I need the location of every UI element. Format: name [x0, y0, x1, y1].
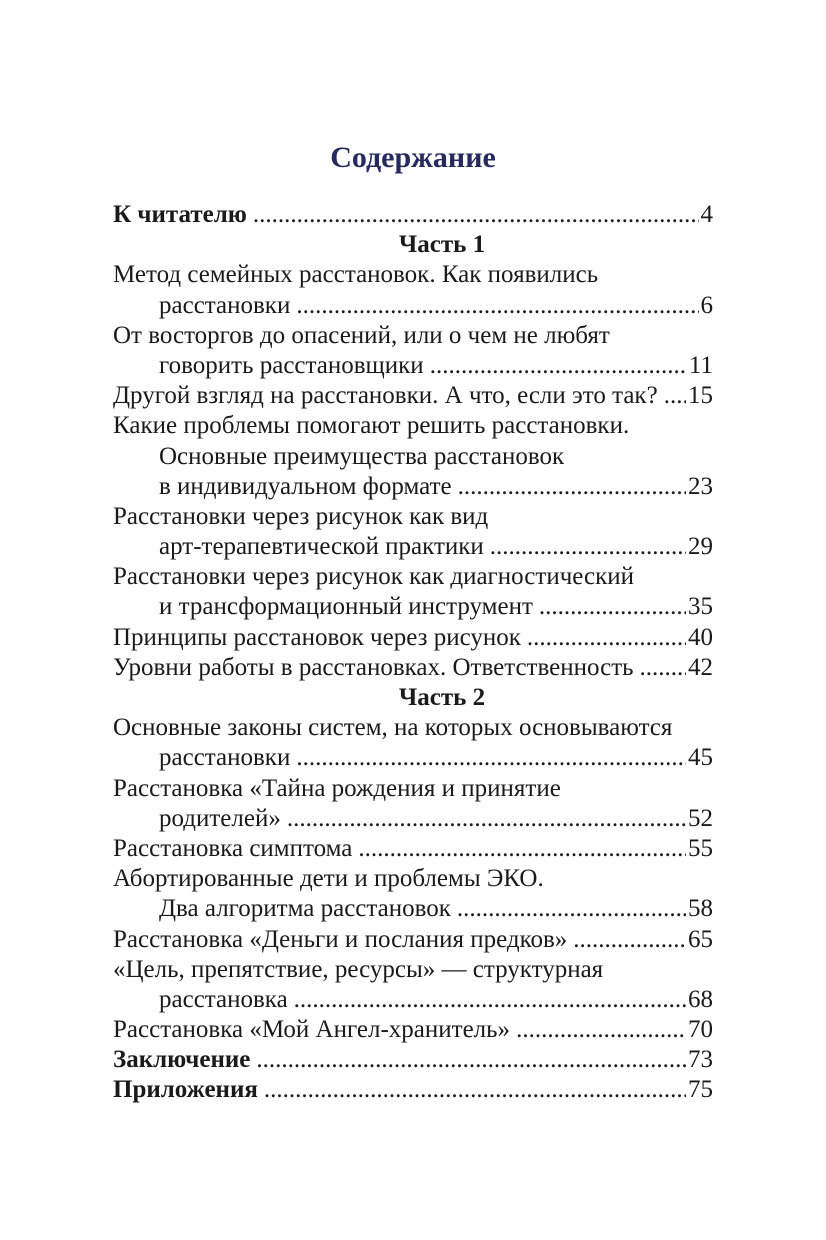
toc-entry[interactable] — [113, 653, 713, 683]
toc-entry-title: родителей» — [159, 804, 281, 832]
dot-leader — [294, 985, 686, 1015]
toc-page-number: 40 — [688, 623, 713, 651]
toc-page-number: 29 — [688, 533, 713, 561]
toc-page-number: 15 — [688, 382, 713, 410]
toc-entry-title: расстановки — [159, 291, 291, 319]
toc-entry-title: Расстановка «Тайна рождения и принятие — [113, 774, 561, 802]
toc-entry-title: Расстановка «Деньги и послания предков» — [113, 925, 568, 953]
dot-leader — [264, 1075, 686, 1105]
toc-page-number: 65 — [688, 925, 713, 953]
toc-entry-title: Расстановка симптома — [113, 834, 353, 862]
dot-leader — [256, 1045, 686, 1075]
toc-entry-title: Расстановки через рисунок как диагностический — [113, 563, 634, 591]
toc-entry-title: арт-терапевтической практики — [159, 533, 484, 561]
dot-leader — [539, 592, 686, 622]
toc-entry-title: Расстановка «Мой Ангел-хранитель» — [113, 1016, 511, 1044]
toc-entry[interactable] — [113, 925, 713, 955]
toc-page-number: 70 — [688, 1016, 713, 1044]
toc-page-number: 42 — [688, 653, 713, 681]
toc-entry-title: Заключение — [113, 1046, 251, 1074]
dot-leader — [573, 925, 686, 955]
toc-page-number: 73 — [688, 1046, 713, 1074]
toc-entry-title: Два алгоритма расстановок — [159, 895, 451, 923]
toc-entry-title: Основные преимущества расстановок — [159, 442, 565, 470]
toc-entry[interactable] — [113, 955, 713, 1015]
table-of-contents — [113, 200, 713, 1106]
toc-entry[interactable] — [113, 562, 713, 622]
toc-entry-title: Основные законы систем, на которых основываются — [113, 714, 673, 742]
dot-leader — [457, 894, 686, 924]
toc-entry-title: Расстановки через рисунок как вид — [113, 502, 489, 530]
toc-entry[interactable] — [113, 321, 713, 381]
part-heading: Часть 2 — [398, 684, 486, 711]
toc-entry-title: в индивидуальном формате — [159, 472, 452, 500]
toc-entry[interactable] — [113, 864, 713, 924]
dot-leader — [458, 472, 686, 502]
dot-leader — [296, 291, 698, 321]
toc-entry[interactable] — [113, 623, 713, 653]
toc-entry[interactable] — [113, 1075, 713, 1105]
toc-entry-title: Другой взгляд на расстановки. А что, если это так? — [113, 382, 658, 410]
toc-entry-title: «Цель, препятствие, ресурсы» — структурная — [113, 955, 604, 983]
dot-leader — [527, 623, 686, 653]
toc-entry[interactable] — [113, 1045, 713, 1075]
toc-entry[interactable] — [113, 200, 713, 230]
toc-entry[interactable] — [113, 774, 713, 834]
dot-leader — [296, 743, 686, 773]
toc-entry[interactable] — [113, 502, 713, 562]
toc-page-number: 52 — [688, 804, 713, 832]
toc-entry[interactable] — [113, 713, 713, 773]
toc-entry-title: расстановка — [159, 985, 288, 1013]
toc-page-number: 4 — [700, 201, 713, 228]
toc-entry-title: Приложения — [113, 1076, 258, 1104]
toc-entry[interactable] — [113, 834, 713, 864]
toc-entry-title: К читателю — [113, 201, 247, 228]
toc-page-number: 58 — [688, 895, 713, 923]
toc-entry-title: Абортированные дети и проблемы ЭКО. — [113, 865, 544, 893]
toc-entry[interactable] — [113, 1015, 713, 1045]
toc-entry-title: От восторгов до опасений, или о чем не любят — [113, 321, 610, 349]
toc-page-number: 55 — [688, 834, 713, 862]
dot-leader — [287, 804, 686, 834]
dot-leader — [640, 653, 686, 683]
toc-entry[interactable] — [113, 411, 713, 502]
toc-entry-title: говорить расстановщики — [159, 351, 424, 379]
toc-entry-title: Принципы расстановок через рисунок — [113, 623, 521, 651]
dot-leader — [253, 200, 699, 230]
toc-entry-title: расстановки — [159, 744, 291, 772]
toc-entry[interactable] — [113, 260, 713, 320]
dot-leader — [358, 834, 686, 864]
toc-entry-title: Уровни работы в расстановках. Ответственность — [113, 653, 634, 681]
toc-page-number: 11 — [688, 351, 713, 379]
dot-leader — [664, 381, 686, 411]
toc-page-number: 35 — [688, 593, 713, 621]
toc-entry[interactable] — [113, 381, 713, 411]
part-heading: Часть 1 — [398, 231, 486, 259]
page-title: Содержание — [330, 141, 496, 175]
dot-leader — [430, 351, 687, 381]
toc-page-number: 45 — [688, 744, 713, 772]
dot-leader — [516, 1015, 686, 1045]
toc-entry-title: и трансформационный инструмент — [159, 593, 533, 621]
toc-page-number: 23 — [688, 472, 713, 500]
toc-entry-title: Метод семейных расстановок. Как появились — [113, 261, 599, 289]
toc-entry-title: Какие проблемы помогают решить расстановки. — [113, 412, 630, 440]
toc-page-number: 6 — [700, 291, 713, 319]
toc-page-number: 75 — [688, 1076, 713, 1104]
dot-leader — [490, 532, 686, 562]
toc-page-number: 68 — [688, 985, 713, 1013]
